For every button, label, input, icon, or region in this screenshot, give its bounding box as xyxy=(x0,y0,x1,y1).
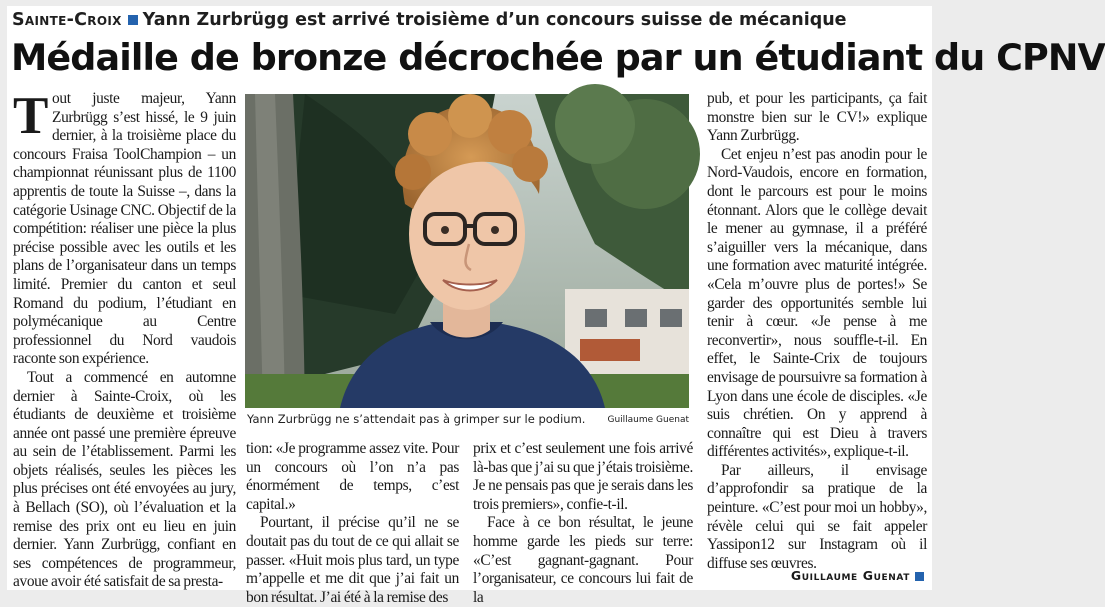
headline: Médaille de bronze décrochée par un étudiant du CPNV xyxy=(11,36,1105,79)
article-column-2 xyxy=(246,440,459,607)
kicker-place: Sainte-Croix xyxy=(12,10,122,30)
paragraph xyxy=(13,87,236,369)
paragraph: tion: «Je programme assez vite. Pour un concours où l’on n’a pas énormément de temps, c’est capital.» xyxy=(246,440,459,513)
kicker-lead: Yann Zurbrügg est arrivé troisième d’un concours suisse de mécanique xyxy=(142,10,847,30)
portrait-photo xyxy=(245,94,689,408)
paragraph: prix et c’est seulement une fois arrivé là-bas que j’ai su que j’étais troisième. Je ne pensais pas que je serais dans les trois premiers», confie-t-il. xyxy=(473,440,693,513)
paragraph: Par ailleurs, il envisage d’approfondir sa pratique de la peinture. «C’est pour moi un hobby», révèle celui qui se fait appeler Yassipon12 sur Instagram où il diffuse ses œuvres. xyxy=(707,461,927,572)
byline-author: Guillaume Guenat xyxy=(790,568,910,583)
article-column-1 xyxy=(13,87,236,592)
paragraph: Pourtant, il précise qu’il ne se doutait pas du tout de ce qui allait se passer. «Huit mois plus tard, un type m’appelle et me dit que j’ai fait un bon résultat. J’ai été à la remise des xyxy=(246,514,459,606)
paragraph-text: out juste majeur, Yann Zurbrügg s’est hissé, le 9 juin dernier, à la troisième place du concours Fraisa ToolChampion – un championnat réunissant plus de 1100 apprentis de toute la Suisse –, dans la catégorie Usinage CNC. Objectif de la compétition: réaliser une pièce la plus précise possible avec les outils et les plans de l’organisateur dans un temps limité. Premier du canton et seul Romand du podium, l’étudiant en polymécanique au Centre professionnel du Nord vaudois raconte son expérience. xyxy=(13,90,236,368)
kicker-square-icon xyxy=(128,15,138,25)
paragraph: Cet enjeu n’est pas anodin pour le Nord-Vaudois, encore en formation, dont le parcours est pour le moins étonnant. Alors que le collège devait le mener au gymnase, il a préféré s’aiguiller vers la mécanique, dans une formation avec maturité intégrée. «Cela m’ouvre plus de portes!» Se garder des opportunités semble lui tenir à cœur. «Je pense à me reconvertir», nous souffle-t-il. En effet, le Sainte-Crix de toujours envisage de poursuivre sa formation à Lyon dans une école de disciples. «Je suis chrétien. On y apprend à connaître qui est Dieu à travers différentes activités», explique-t-il. xyxy=(707,145,927,461)
paragraph: Tout a commencé en automne dernier à Sainte-Croix, où les étudiants de deuxième et troisième année ont passé une première épreuve au sein de l’établissement. Parmi les objets réalisés, seules les pièces les plus précises ont été envoyées au jury, à Bellach (SO), où l’évaluation et la remise des prix ont eu lieu en juin dernier. Yann Zurbrügg, confiant en ses compétences de programmeur, avoue avoir été satisfait de sa presta- xyxy=(13,368,236,591)
byline xyxy=(791,568,924,583)
article-column-4 xyxy=(707,90,927,573)
article-kicker xyxy=(12,8,847,32)
newspaper-page xyxy=(7,6,1105,606)
article-column-3 xyxy=(473,440,693,607)
paragraph: Face à ce bon résultat, le jeune homme garde les pieds sur terre: «C’est gagnant-gagnant. Pour l’organisateur, ce concours lui fait de la xyxy=(473,514,693,606)
paragraph: pub, et pour les participants, ça fait monstre bien sur le CV!» explique Yann Zurbrügg. xyxy=(707,90,927,145)
photo-credit: Guillaume Guenat xyxy=(607,415,689,425)
caption-text: Yann Zurbrügg ne s’attendait pas à grimper sur le podium. xyxy=(247,412,586,426)
article-photo xyxy=(245,94,689,408)
byline-square-icon xyxy=(915,572,924,581)
dropcap: T xyxy=(13,87,49,145)
